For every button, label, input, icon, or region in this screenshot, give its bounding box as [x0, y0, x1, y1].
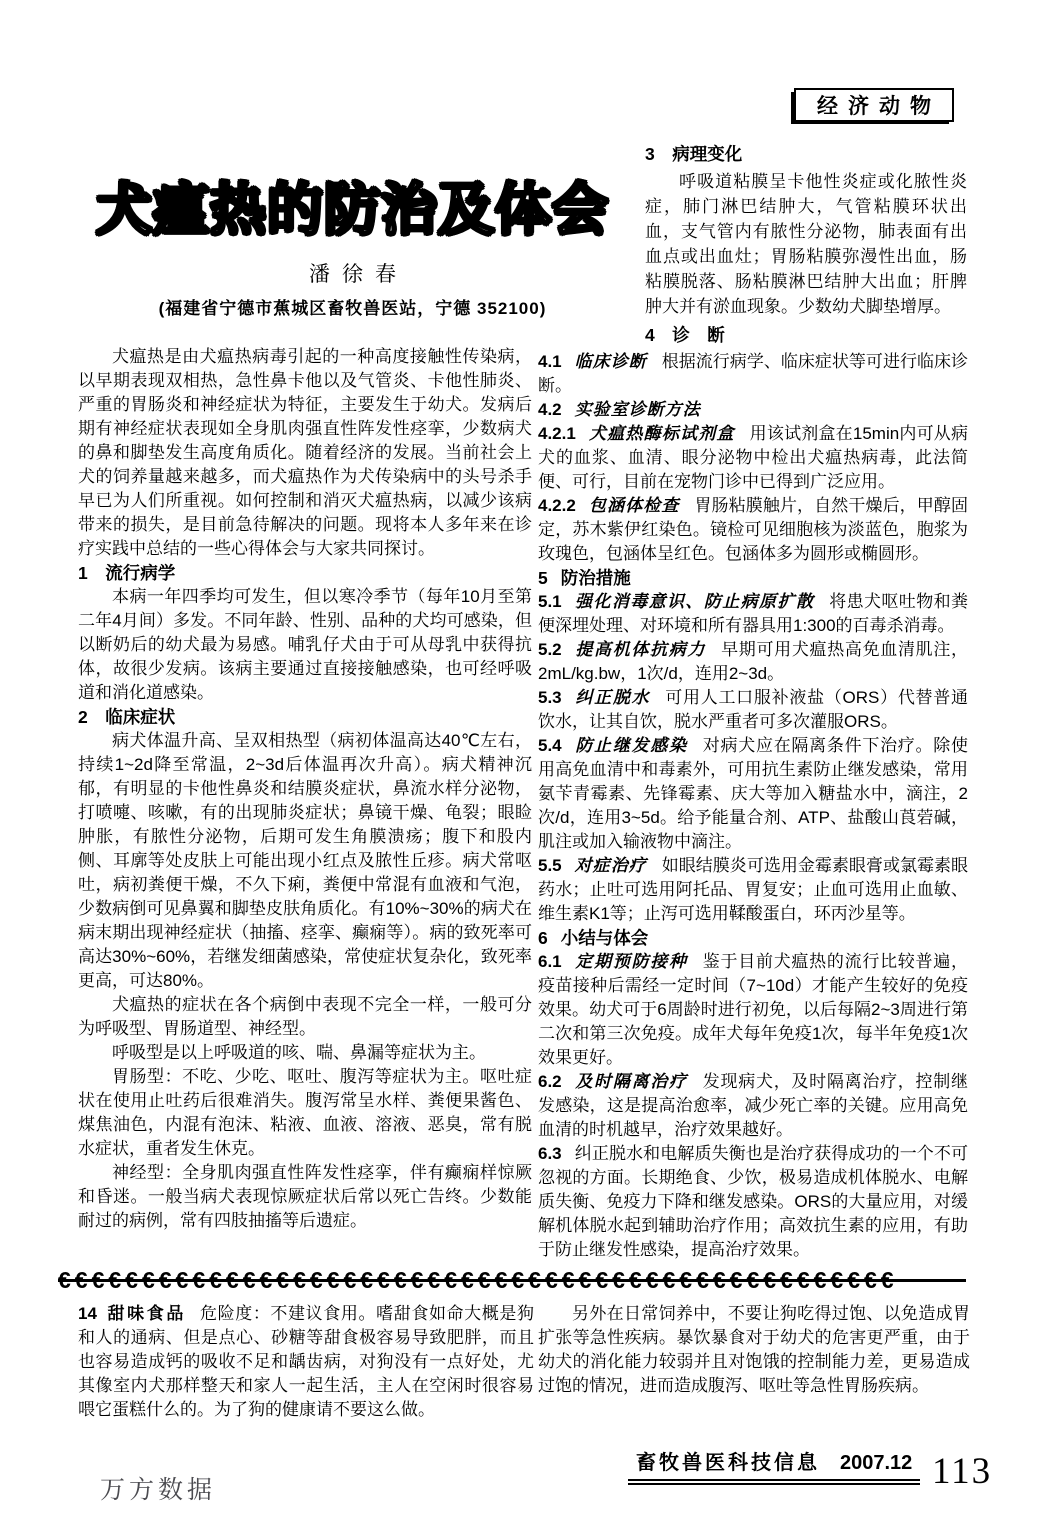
- subsection-number: 4.2.1: [538, 424, 576, 443]
- snippet-paragraph: 另外在日常饲养中，不要让狗吃得过饱、以免造成胃扩张等急性疾病。暴饮暴食对于幼犬的危害更严重，由于幼犬的消化能力较弱并且对饱饿的控制能力差，更易造成过饱的情况，进而造成腹泻、呕吐等急性胃肠疾病。: [538, 1304, 970, 1395]
- subsection-text: 如眼结膜炎可选用金霉素眼膏或氯霉素眼药水；止吐可选用阿托品、胃复安；止血可选用止血敏、维生素K1等；止泻可选用鞣酸蛋白，环丙沙星等。: [538, 856, 969, 923]
- journal-name: 畜牧兽医科技信息: [636, 1452, 820, 1474]
- subsection-text: 用该试剂盒在15min内可从病犬的血浆、血清、眼分泌物中检出犬瘟热病毒，此法简便、可行，目前在宠物门诊中已得到广泛应用。: [538, 424, 968, 491]
- subsection-number: 5.5: [538, 856, 562, 875]
- subsection-paragraph: [538, 638, 968, 686]
- subsection-title: 纠正脱水: [574, 688, 651, 707]
- subsection-title: 提高机体抗病力: [574, 640, 707, 659]
- subsection-number: 4.2.2: [538, 496, 576, 515]
- left-column: [78, 345, 532, 1233]
- section-heading: 3 病理变化: [645, 144, 743, 164]
- subsection-text: 早期可用犬瘟热高免血清肌注，2mL/kg.bw，1次/d，连用2~3d。: [538, 640, 969, 683]
- subsection-text: 将患犬呕吐物和粪便深埋处理、对环境和所有器具用1:300的百毒杀消毒。: [538, 592, 969, 635]
- snippet-number: 14: [78, 1304, 97, 1323]
- subsection-title: 定期预防接种: [574, 952, 688, 971]
- category-label: 经济动物: [817, 95, 941, 118]
- section-title: 小结与体会: [560, 928, 649, 948]
- snippet-paragraph: [78, 1302, 534, 1422]
- section-paragraph: 病犬体温升高、呈双相热型（病初体温高达40℃左右，持续1~2d降至常温，2~3d后体温再次升高）。病犬精神沉郁，有明显的卡他性鼻炎和结膜炎症状，鼻流水样分泌物，打喷嚏、咳嗽，有的出现肺炎症状；鼻镜干燥、龟裂；眼睑肿胀，有脓性分泌物，后期可发生角膜溃疡；腹下和股内侧、耳廓等处皮肤上可能出现小红点及脓性丘疹。病犬常呕吐，病初粪便干燥，不久下痢，粪便中常混有血液和气泡，少数病倒可见鼻翼和脚垫皮肤角质化。有10%~30%的病犬在病末期出现神经症状（抽搐、痉挛、癫痫等）。病的致死率可高达30%~60%，若继发细菌感染，常使症状复杂化，致死率更高，可达80%。: [78, 731, 532, 990]
- subsection-text: 纠正脱水和电解质失衡也是治疗获得成功的一个不可忽视的方面。长期绝食、少饮，极易造成机体脱水、电解质失衡、免疫力下降和继发感染。ORS的大量应用，对缓解机体脱水起到辅助治疗作用；高效抗生素的应用，有助于防止继发性感染，提高治疗效果。: [538, 1144, 968, 1259]
- category-label-box: [794, 88, 954, 122]
- subsection-title: 包涵体检查: [588, 496, 680, 515]
- subsection-number: 4.1: [538, 352, 562, 371]
- article-header: [80, 166, 625, 319]
- subsection-number: 6.2: [538, 1072, 562, 1091]
- subsection-number: 5.2: [538, 640, 562, 659]
- subsection-number: 6.3: [538, 1144, 562, 1163]
- subsection-text: 对病犬应在隔离条件下治疗。除使用高免血清中和毒素外，可用抗生素防止继发感染，常用氨苄青霉素、先锋霉素、庆大等加入糖盐水中，滴注，2次/d，连用3~5d。给予能量合剂、ATP、盐酸山莨菪碱，肌注或加入输液物中滴注。: [538, 736, 969, 851]
- subsection-title: 犬瘟热酶标试剂盒: [588, 424, 735, 443]
- subsection-text: 根据流行病学、临床症状等可进行临床诊断。: [538, 352, 969, 395]
- section-heading: 1 流行病学: [78, 563, 176, 583]
- section-paragraph: 胃肠型：不吃、少吃、呕吐、腹泻等症状为主。呕吐症状在使用止吐药后很难消失。腹泻常呈水样、粪便果酱色、煤焦油色，内混有泡沫、粘液、血液、溶液、恶臭，常有脱水症状，重者发生休克。: [78, 1067, 532, 1158]
- article-title: 犬瘟热的防治及体会: [96, 178, 609, 241]
- subsection-paragraph: [538, 1070, 968, 1142]
- subsection-number: 5.4: [538, 736, 562, 755]
- subsection-paragraph: [538, 422, 968, 494]
- section-heading: 2 临床症状: [78, 707, 176, 727]
- subsection-text: 胃肠粘膜触片，自然干燥后，甲醇固定，苏木紫伊红染色。镜检可见细胞核为淡蓝色，胞浆为玫瑰色，包涵体呈红色。包涵体多为圆形或椭圆形。: [538, 496, 968, 563]
- snippet-title: 甜味食品: [106, 1304, 186, 1323]
- right-column: [538, 350, 968, 1262]
- subsection-paragraph: [538, 854, 968, 926]
- journal-issue: 2007.12: [840, 1452, 913, 1474]
- bottom-snippet-right: [538, 1302, 970, 1398]
- subsection-title: 及时隔离治疗: [574, 1072, 688, 1091]
- section-paragraph: 本病一年四季均可发生，但以寒冷季节（每年10月至第二年4月间）多发。不同年龄、性别、品种的犬均可感染，但以断奶后的幼犬最为易感。哺乳仔犬由于可从母乳中获得抗体，故很少发病。该病主要通过直接接触感染，也可经呼吸道和消化道感染。: [78, 587, 532, 702]
- subsection-text: 鉴于目前犬瘟热的流行比较普遍，疫苗接种后需经一定时间（7~10d）才能产生较好的免疫效果。幼犬可于6周龄时进行初免，以后每隔2~3周进行第二次和第三次免疫。成年犬每年免疫1次，每半年免疫1次效果更好。: [538, 952, 969, 1067]
- subsection-paragraph: [538, 398, 968, 422]
- subsection-number: 5.3: [538, 688, 562, 707]
- subsection-paragraph: [538, 590, 968, 638]
- subsection-number: 4.2: [538, 400, 562, 419]
- subsection-paragraph: [538, 350, 968, 398]
- intro-paragraph: 犬瘟热是由犬瘟热病毒引起的一种高度接触性传染病，以早期表现双相热，急性鼻卡他以及气管炎、卡他性肺炎、严重的胃肠炎和神经症状为特征，主要发生于幼犬。发病后期有神经症状表现如全身肌肉强直性阵发性痉挛，少数病犬的鼻和脚垫发生高度角质化。随着经济的发展。当前社会上犬的饲养量越来越多，而犬瘟热作为犬传染病中的头号杀手早已为人们所重视。如何控制和消灭犬瘟热病，以减少该病带来的损失，是目前急待解决的问题。现将本人多年来在诊疗实践中总结的一些心得体会与大家共同探讨。: [78, 347, 532, 558]
- divider-arrow-glyphs: €€€€€€€€€€€€€€€€€€€€€€€€€€€€€€€€€€€€€€€€€€€€€€€€€€: [58, 1267, 898, 1293]
- subsection-number: 6.1: [538, 952, 562, 971]
- section-paragraph: 神经型：全身肌肉强直性阵发性痉挛，伴有癫痫样惊厥和昏迷。一般当病犬表现惊厥症状后常以死亡告终。少数能耐过的病例，常有四肢抽搐等后遗症。: [78, 1163, 532, 1230]
- subsection-number: 5.1: [538, 592, 562, 611]
- bottom-snippet-left: [78, 1302, 534, 1422]
- subsection-text: 可用人工口服补液盐（ORS）代替普通饮水，让其自饮，脱水严重者可多次灌服ORS。: [538, 688, 969, 731]
- journal-footer: [628, 1446, 920, 1485]
- section-number: 5: [538, 568, 548, 588]
- section-number: 6: [538, 928, 548, 948]
- article-affiliation: (福建省宁德市蕉城区畜牧兽医站，宁德 352100): [158, 299, 547, 318]
- section-paragraph: 呼吸型是以上呼吸道的咳、喘、鼻漏等症状为主。: [112, 1043, 486, 1062]
- subsection-title: 临床诊断: [574, 352, 647, 371]
- section-heading: [538, 926, 968, 950]
- decorative-divider: [58, 1266, 966, 1294]
- subsection-paragraph: [538, 494, 968, 566]
- section-heading: 4 诊 断: [645, 325, 725, 345]
- section-3-block: [645, 142, 967, 350]
- subsection-text: 发现病犬，及时隔离治疗，控制继发感染，这是提高治愈率，减少死亡率的关键。应用高免血清的时机越早，治疗效果越好。: [538, 1072, 969, 1139]
- article-author: 潘徐春: [309, 263, 408, 286]
- subsection-paragraph: [538, 950, 968, 1070]
- subsection-paragraph: [538, 1142, 968, 1262]
- subsection-title: 实验室诊断方法: [574, 400, 701, 419]
- subsection-title: 防止继发感染: [574, 736, 688, 755]
- page-number: 113: [932, 1451, 993, 1492]
- subsection-paragraph: [538, 686, 968, 734]
- snippet-text: 危险度：不建议食用。嗜甜食如命大概是狗和人的通病、但是点心、砂糖等甜食极容易导致肥胖，而且也容易造成钙的吸收不足和龋齿病，对狗没有一点好处，尤其像室内犬那样整天和家人一起生活，主人在空闲时很容易喂它蛋糕什么的。为了狗的健康请不要这么做。: [78, 1304, 535, 1419]
- section-paragraph: 犬瘟热的症状在各个病倒中表现不完全一样，一般可分为呼吸型、胃肠道型、神经型。: [78, 995, 532, 1038]
- section-paragraph: 呼吸道粘膜呈卡他性炎症或化脓性炎症，肺门淋巴结肿大，气管粘膜环状出血，支气管内有脓性分泌物，肺表面有出血点或出血灶；胃肠粘膜弥漫性出血，肠粘膜脱落、肠粘膜淋巴结肿大出血；肝脾肿大并有淤血现象。少数幼犬脚垫增厚。: [645, 172, 967, 316]
- section-title: 防治措施: [560, 568, 631, 588]
- subsection-title: 对症治疗: [574, 856, 647, 875]
- wanfang-watermark: 万方数据: [100, 1476, 217, 1504]
- section-heading: [538, 566, 968, 590]
- subsection-paragraph: [538, 734, 968, 854]
- subsection-title: 强化消毒意识、防止病原扩散: [574, 592, 815, 611]
